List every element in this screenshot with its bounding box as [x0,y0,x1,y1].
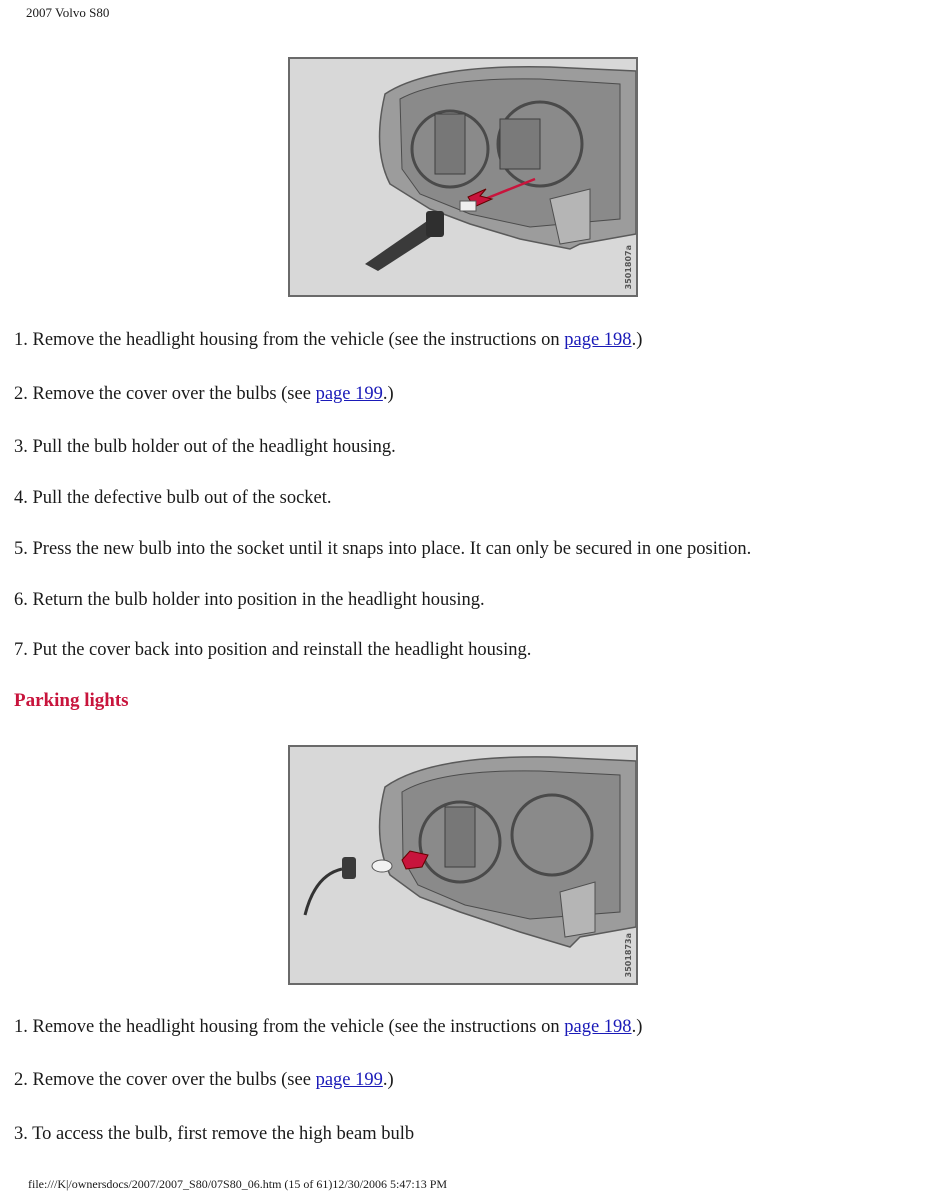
figure-code: 3501873a [624,932,633,977]
page-198-link[interactable]: page 198 [564,1017,632,1037]
parking-light-housing-drawing [290,747,636,983]
page-198-link[interactable]: page 198 [564,330,632,350]
step-3: 3. Pull the bulb holder out of the headlight housing. [14,437,396,457]
step-text: .) [631,330,643,350]
headlight-bulb-illustration [288,57,638,297]
step-5: 5. Press the new bulb into the socket until it snaps into place. It can only be secured in one position. [14,539,752,559]
step-text: .) [631,1017,643,1037]
section-heading-parking-lights: Parking lights [14,690,129,711]
step-text: .) [382,1070,394,1090]
figure-code: 3501807a [624,244,633,289]
step-text: 2. Remove the cover over the bulbs (see [14,384,316,404]
page-199-link[interactable]: page 199 [315,1070,383,1090]
step-text: 1. Remove the headlight housing from the vehicle (see the instructions on [14,330,565,350]
parking-step-3: 3. To access the bulb, first remove the high beam bulb [14,1124,415,1144]
step-1 [14,330,642,351]
step-text: .) [382,384,394,404]
page-199-link[interactable]: page 199 [315,384,383,404]
step-4: 4. Pull the defective bulb out of the socket. [14,488,332,508]
step-text: 2. Remove the cover over the bulbs (see [14,1070,316,1090]
file-path-footer: file:///K|/ownersdocs/2007/2007_S80/07S80_06.htm (15 of 61)12/30/2006 5:47:13 PM [28,1177,448,1191]
parking-step-1 [14,1017,642,1038]
parking-light-illustration [288,745,638,985]
document-title: 2007 Volvo S80 [26,5,110,20]
step-7: 7. Put the cover back into position and reinstall the headlight housing. [14,640,532,660]
step-6: 6. Return the bulb holder into position in the headlight housing. [14,590,485,610]
step-2 [14,384,394,405]
headlight-housing-drawing [290,59,636,295]
step-text: 1. Remove the headlight housing from the vehicle (see the instructions on [14,1017,565,1037]
parking-step-2 [14,1070,394,1091]
